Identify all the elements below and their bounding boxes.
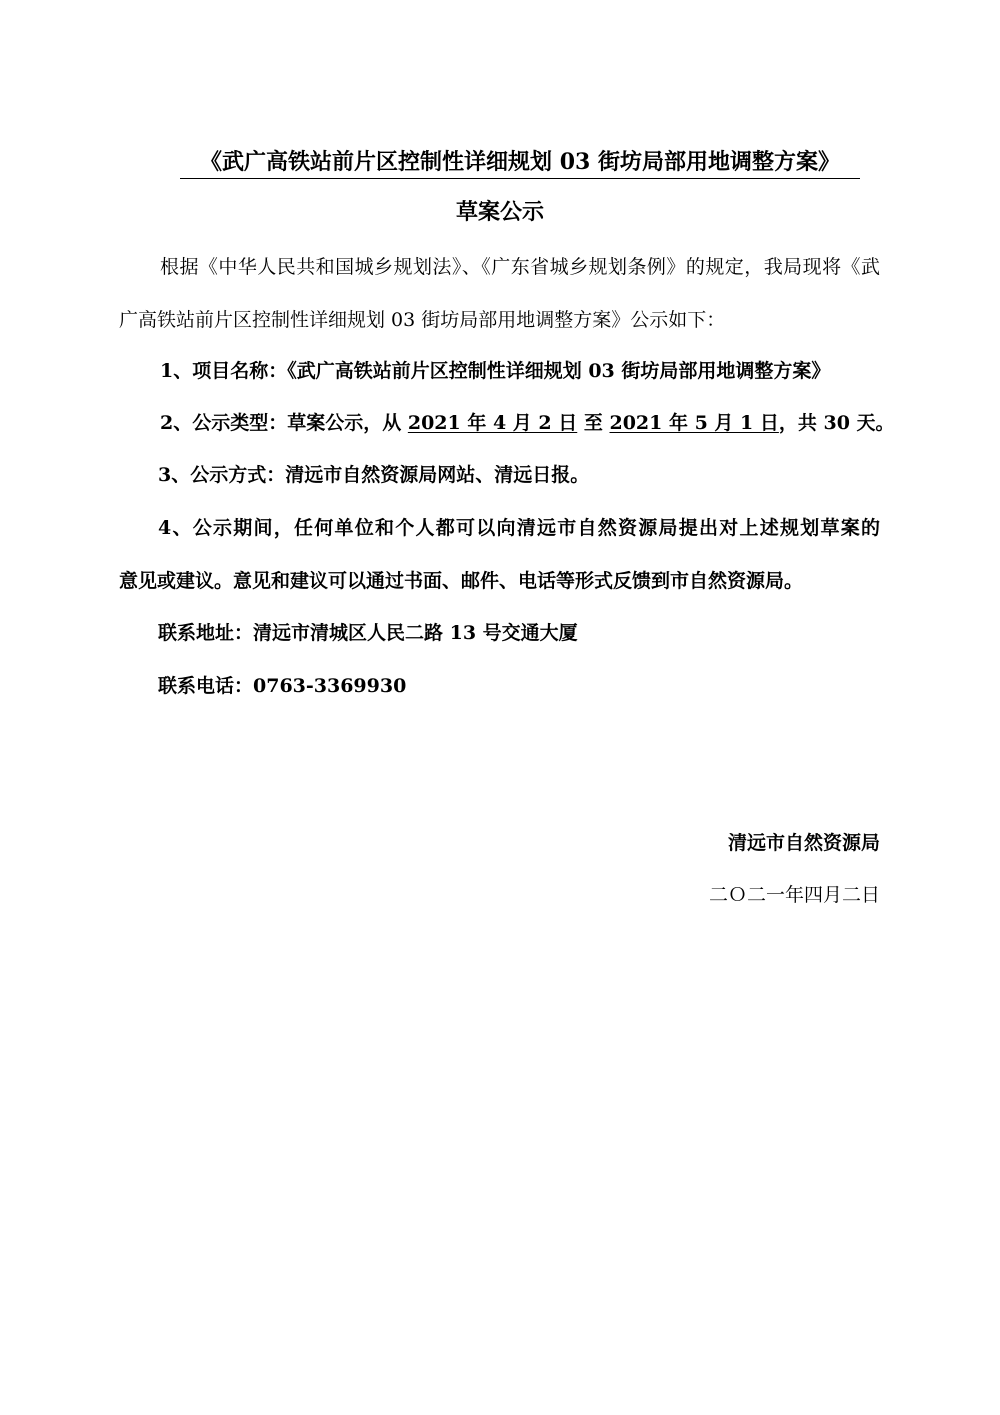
- notice-type-prefix: 2、公示类型：草案公示，从: [160, 412, 408, 434]
- item-project-name: 1、项目名称：《武广高铁站前片区控制性详细规划 03 街坊局部用地调整方案》: [160, 360, 831, 382]
- intro-paragraph-line-2: 广高铁站前片区控制性详细规划 03 街坊局部用地调整方案》公示如下：: [119, 309, 726, 331]
- intro-paragraph-line-1: 根据《中华人民共和国城乡规划法》、《广东省城乡规划条例》的规定，我局现将《武: [160, 256, 880, 278]
- item-feedback-line-1: 4、公示期间，任何单位和个人都可以向清远市自然资源局提出对上述规划草案的: [158, 517, 880, 539]
- signature-organization: 清远市自然资源局: [727, 832, 880, 854]
- document-title: 《武广高铁站前片区控制性详细规划 03 街坊局部用地调整方案》: [180, 148, 860, 179]
- notice-type-suffix: ，共 30 天。: [778, 412, 895, 434]
- notice-end-date: 2021 年 5 月 1 日: [609, 412, 779, 434]
- item-feedback-line-2: 意见或建议。意见和建议可以通过书面、邮件、电话等形式反馈到市自然资源局。: [119, 570, 804, 592]
- notice-start-date: 2021 年 4 月 2 日: [407, 412, 578, 434]
- contact-phone: 联系电话：0763-3369930: [158, 675, 407, 697]
- contact-address: 联系地址：清远市清城区人民二路 13 号交通大厦: [158, 622, 578, 644]
- notice-type-middle: 至: [577, 412, 610, 434]
- document-subtitle: 草案公示: [455, 199, 544, 225]
- signature-date: 二Ｏ二一年四月二日: [708, 884, 880, 906]
- item-notice-method: 3、公示方式：清远市自然资源局网站、清远日报。: [158, 464, 590, 486]
- item-notice-type: [160, 410, 895, 436]
